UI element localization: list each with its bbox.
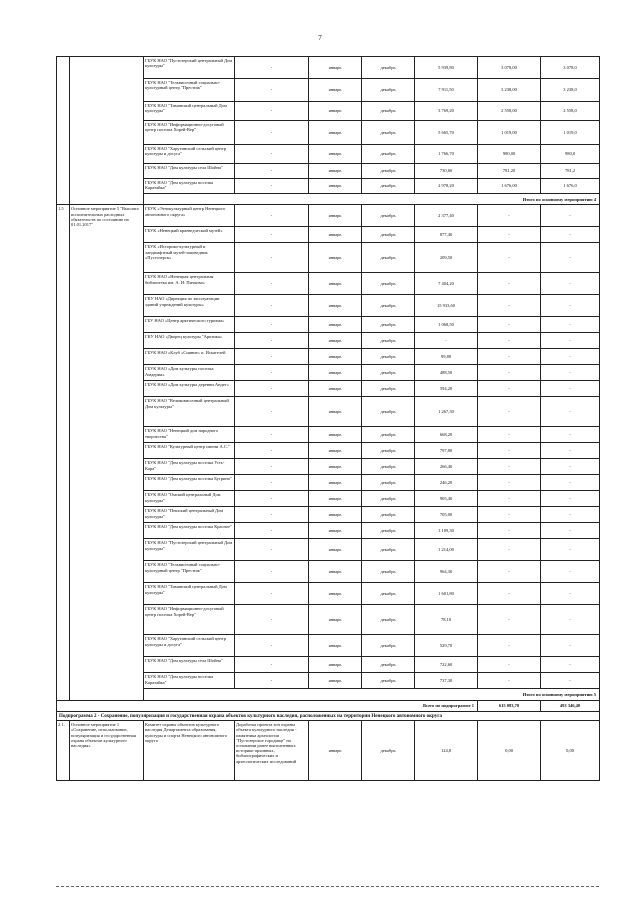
result-cell: - xyxy=(235,164,309,179)
program-table xyxy=(56,56,600,781)
end-month-cell: декабрь xyxy=(362,227,415,243)
result-cell: - xyxy=(235,635,309,657)
value-2-cell: - xyxy=(478,365,541,381)
value-1-cell: 1 109,30 xyxy=(415,523,478,539)
value-3-cell: 2 558,0 xyxy=(541,102,600,121)
result-cell: - xyxy=(235,243,309,273)
start-month-cell: январь xyxy=(309,427,362,443)
start-month-cell: январь xyxy=(309,491,362,507)
value-3-cell: - xyxy=(541,539,600,561)
result-cell: - xyxy=(235,657,309,673)
start-month-cell: январь xyxy=(309,657,362,673)
value-3-cell: - xyxy=(541,635,600,657)
result-cell: - xyxy=(235,365,309,381)
start-month-cell: январь xyxy=(309,397,362,427)
value-3-cell: - xyxy=(541,295,600,317)
value-2-cell: - xyxy=(478,491,541,507)
value-1-cell: 529,70 xyxy=(415,635,478,657)
value-1-cell: 266,40 xyxy=(415,459,478,475)
institution-cell: ГБУК НАО "Тельвисочный социально-культурный центр "Престиж" xyxy=(144,79,235,102)
end-month-cell: декабрь xyxy=(362,295,415,317)
value-2-cell: - xyxy=(478,427,541,443)
end-month-cell: декабрь xyxy=(362,79,415,102)
start-month-cell: январь xyxy=(309,523,362,539)
institution-cell: ГБУК НАО "Тиманский центральный Дом культуры" xyxy=(144,102,235,121)
start-month-cell: январь xyxy=(309,102,362,121)
value-3-cell: 1 019,0 xyxy=(541,121,600,145)
end-month-cell: декабрь xyxy=(362,397,415,427)
value-1-cell: 99,80 xyxy=(415,349,478,365)
value-3-cell: - xyxy=(541,561,600,583)
total-label: Всего по подпрограмме 1 xyxy=(57,700,478,711)
institution-cell: ГБУК НАО "Дом культуры поселка Усть-Кара" xyxy=(144,459,235,475)
start-month-cell: январь xyxy=(309,721,362,781)
result-cell: - xyxy=(235,121,309,145)
value-2-cell: 3 078,00 xyxy=(478,57,541,79)
executor-cell: Комитет охраны объектов культурного наследия Департамента образования, культуры и спорта Ненецкого автономного округа xyxy=(144,721,235,781)
value-2-cell: - xyxy=(478,333,541,349)
value-1-cell: 15 933,60 xyxy=(415,295,478,317)
value-1-cell: 668,20 xyxy=(415,427,478,443)
table-row xyxy=(57,721,600,781)
end-month-cell: декабрь xyxy=(362,365,415,381)
value-2-cell: 1 676,00 xyxy=(478,179,541,194)
result-cell: - xyxy=(235,523,309,539)
value-1-cell: 877,40 xyxy=(415,227,478,243)
value-3-cell: - xyxy=(541,427,600,443)
value-2-cell: - xyxy=(478,635,541,657)
value-3-cell: - xyxy=(541,273,600,295)
value-1-cell: 1 068,50 xyxy=(415,317,478,333)
start-month-cell: январь xyxy=(309,227,362,243)
value-3-cell: - xyxy=(541,205,600,227)
value-2-cell: - xyxy=(478,507,541,523)
value-1-cell: 3 769,20 xyxy=(415,102,478,121)
end-month-cell: декабрь xyxy=(362,657,415,673)
start-month-cell: январь xyxy=(309,273,362,295)
start-month-cell: январь xyxy=(309,145,362,164)
start-month-cell: январь xyxy=(309,459,362,475)
value-3-cell: - xyxy=(541,349,600,365)
institution-cell: ГБУК НАО "Харутинский сельский центр культуры и досуга" xyxy=(144,145,235,164)
institution-cell: ГБУК НАО "Дом культуры села Шойна" xyxy=(144,657,235,673)
result-cell: - xyxy=(235,295,309,317)
result-cell: - xyxy=(235,79,309,102)
start-month-cell: январь xyxy=(309,79,362,102)
start-month-cell: январь xyxy=(309,583,362,605)
result-description: Доработка проекта зон охраны объекта культурного наследия - памятника археологии "Пустозерское городище" на основании ранее выполненных историко-архивных, библиографических и археологических исследований xyxy=(235,721,309,781)
end-month-cell: декабрь xyxy=(362,507,415,523)
end-month-cell: декабрь xyxy=(362,179,415,194)
result-cell: - xyxy=(235,561,309,583)
start-month-cell: январь xyxy=(309,349,362,365)
total-label: Итого по основному мероприятию 4 xyxy=(144,194,600,205)
value-2-cell: 3 238,00 xyxy=(478,79,541,102)
item-number: 2.1. xyxy=(57,721,70,781)
value-2-cell: - xyxy=(478,459,541,475)
value-2-cell: - xyxy=(478,443,541,459)
value-3-cell: 781,2 xyxy=(541,164,600,179)
page-number: 7 xyxy=(318,34,322,42)
institution-cell: ГБУК НАО "Тельвисочный социально-культурный центр "Престиж" xyxy=(144,561,235,583)
end-month-cell: декабрь xyxy=(362,273,415,295)
value-1-cell: 488,50 xyxy=(415,365,478,381)
end-month-cell: декабрь xyxy=(362,145,415,164)
result-cell: - xyxy=(235,491,309,507)
value-3-cell: - xyxy=(541,657,600,673)
institution-cell: ГБУК НАО "Пешский центральный Дом культуры" xyxy=(144,507,235,523)
result-cell: - xyxy=(235,179,309,194)
start-month-cell: январь xyxy=(309,243,362,273)
end-month-cell: декабрь xyxy=(362,635,415,657)
result-cell: - xyxy=(235,381,309,397)
value-2-cell: - xyxy=(478,205,541,227)
institution-cell: ГБУК «Историко-культурный и ландшафтный музей-заповедник «Пустозерск» xyxy=(144,243,235,273)
start-month-cell: январь xyxy=(309,57,362,79)
value-1-cell: - xyxy=(415,333,478,349)
institution-cell: ГБУК НАО "Ненецкий дом народного творчества" xyxy=(144,427,235,443)
start-month-cell: январь xyxy=(309,365,362,381)
number-cell-continued xyxy=(57,57,70,205)
institution-cell: ГБУК НАО "Омский центральный Дом культуры" xyxy=(144,491,235,507)
start-month-cell: январь xyxy=(309,164,362,179)
result-cell: - xyxy=(235,145,309,164)
end-month-cell: декабрь xyxy=(362,443,415,459)
institution-cell: ГБУК «Этнокультурный центр Ненецкого автономного округа» xyxy=(144,205,235,227)
institution-cell: ГБУК НАО "Дом культуры поселка Каратайка" xyxy=(144,673,235,689)
end-month-cell: декабрь xyxy=(362,475,415,491)
value-2-cell: - xyxy=(478,561,541,583)
end-month-cell: декабрь xyxy=(362,561,415,583)
result-cell: - xyxy=(235,317,309,333)
value-2-cell: - xyxy=(478,475,541,491)
result-cell: - xyxy=(235,333,309,349)
result-cell: - xyxy=(235,205,309,227)
result-cell: - xyxy=(235,443,309,459)
value-3-cell: - xyxy=(541,583,600,605)
value-1-cell: 78,10 xyxy=(415,605,478,635)
institution-cell: ГБУК НАО "Информационно-досуговый центр поселка Хорей-Вер" xyxy=(144,605,235,635)
start-month-cell: январь xyxy=(309,333,362,349)
section-measure-title: Основное мероприятие 5 "Выплата исполнительных расходных обязательств по состоянию на 01.01.2017" xyxy=(70,205,144,700)
value-3-cell: 0,00 xyxy=(541,721,600,781)
value-3-cell: - xyxy=(541,381,600,397)
subprogram-2-title: Подпрограмма 2 - Сохранение, популяризация и государственная охрана объектов культурного наследия, расположенных на территории Ненецкого автономного округа xyxy=(57,712,600,721)
total-value-2: 493 346,40 xyxy=(541,700,600,711)
result-cell: - xyxy=(235,605,309,635)
total-row xyxy=(57,700,600,711)
value-1-cell: 730,60 xyxy=(415,164,478,179)
start-month-cell: январь xyxy=(309,295,362,317)
start-month-cell: январь xyxy=(309,205,362,227)
end-month-cell: декабрь xyxy=(362,427,415,443)
institution-cell: ГБУК НАО «Дом культуры деревни Андег» xyxy=(144,381,235,397)
institution-cell: ГБУК НАО "Великовисочный центральный Дом культуры" xyxy=(144,397,235,427)
value-1-cell: 905,40 xyxy=(415,491,478,507)
value-3-cell: - xyxy=(541,507,600,523)
end-month-cell: декабрь xyxy=(362,349,415,365)
end-month-cell: декабрь xyxy=(362,459,415,475)
value-3-cell: - xyxy=(541,227,600,243)
result-cell: - xyxy=(235,459,309,475)
value-1-cell: 246,20 xyxy=(415,475,478,491)
end-month-cell: декабрь xyxy=(362,317,415,333)
table-row xyxy=(57,205,600,227)
value-2-cell: - xyxy=(478,295,541,317)
institution-cell: ГБУК НАО "Пустозерский центральный Дом культуры" xyxy=(144,57,235,79)
value-1-cell: 5 665,70 xyxy=(415,121,478,145)
end-month-cell: декабрь xyxy=(362,523,415,539)
institution-cell: ГБУ НАО «Центр арктического туризма» xyxy=(144,317,235,333)
end-month-cell: декабрь xyxy=(362,57,415,79)
result-cell: - xyxy=(235,507,309,523)
result-cell: - xyxy=(235,475,309,491)
value-1-cell: 594,20 xyxy=(415,381,478,397)
institution-cell: ГБУК НАО "Культурный центр имени А.С." xyxy=(144,443,235,459)
table-body xyxy=(57,57,600,781)
value-1-cell: 797,80 xyxy=(415,443,478,459)
institution-cell: ГБУК НАО "Пустозерский центральный Дом культуры" xyxy=(144,539,235,561)
end-month-cell: декабрь xyxy=(362,243,415,273)
value-1-cell: 7 911,50 xyxy=(415,79,478,102)
end-month-cell: декабрь xyxy=(362,164,415,179)
start-month-cell: январь xyxy=(309,443,362,459)
value-3-cell: 3 238,0 xyxy=(541,79,600,102)
end-month-cell: декабрь xyxy=(362,583,415,605)
institution-cell: ГБУК НАО «Ненецкая центральная библиотека им. А. И. Пичкова» xyxy=(144,273,235,295)
institution-cell: ГКУ НАО «Дирекция по эксплуатации зданий учреждений культуры» xyxy=(144,295,235,317)
result-cell: - xyxy=(235,583,309,605)
institution-cell: ГБУК НАО "Информационно-досуговый центр поселка Хорей-Вер" xyxy=(144,121,235,145)
value-1-cell: 2 978,20 xyxy=(415,179,478,194)
value-2-cell: 0,00 xyxy=(478,721,541,781)
value-3-cell: 1 676,0 xyxy=(541,179,600,194)
value-2-cell: - xyxy=(478,243,541,273)
result-cell: - xyxy=(235,227,309,243)
value-3-cell: - xyxy=(541,459,600,475)
end-month-cell: декабрь xyxy=(362,721,415,781)
institution-cell: ГБУК НАО "Дом культуры поселка Бугрино" xyxy=(144,475,235,491)
start-month-cell: январь xyxy=(309,381,362,397)
value-3-cell: 3 078,0 xyxy=(541,57,600,79)
institution-cell: ГБУК НАО «Клуб «Сияние» п. Искателей xyxy=(144,349,235,365)
start-month-cell: январь xyxy=(309,179,362,194)
value-1-cell: 964,30 xyxy=(415,561,478,583)
institution-cell: ГБУК «Ненецкий краеведческий музей» xyxy=(144,227,235,243)
value-1-cell: 7 404,20 xyxy=(415,273,478,295)
value-2-cell: - xyxy=(478,397,541,427)
page-bottom-divider xyxy=(56,886,599,887)
value-2-cell: 980,00 xyxy=(478,145,541,164)
value-3-cell: 980,0 xyxy=(541,145,600,164)
end-month-cell: декабрь xyxy=(362,333,415,349)
end-month-cell: декабрь xyxy=(362,102,415,121)
end-month-cell: декабрь xyxy=(362,539,415,561)
table-row xyxy=(57,57,600,79)
value-2-cell: - xyxy=(478,317,541,333)
start-month-cell: январь xyxy=(309,673,362,689)
value-2-cell: - xyxy=(478,523,541,539)
measure-title: Основное мероприятие 1 «Сохранение, использование, популяризация и государственная охрана объектов культурного наследия» xyxy=(70,721,144,781)
value-2-cell: - xyxy=(478,673,541,689)
result-cell: - xyxy=(235,349,309,365)
end-month-cell: декабрь xyxy=(362,205,415,227)
start-month-cell: январь xyxy=(309,507,362,523)
subprogram-heading-row xyxy=(57,712,600,721)
institution-cell: ГКУ НАО «Дворец культуры "Арктика» xyxy=(144,333,235,349)
value-3-cell: - xyxy=(541,243,600,273)
end-month-cell: декабрь xyxy=(362,673,415,689)
value-2-cell: - xyxy=(478,349,541,365)
total-label: Итого по основному мероприятию 5 xyxy=(144,689,600,700)
value-2-cell: 2 558,00 xyxy=(478,102,541,121)
result-cell: - xyxy=(235,102,309,121)
value-3-cell: - xyxy=(541,523,600,539)
value-3-cell: - xyxy=(541,365,600,381)
result-cell: - xyxy=(235,539,309,561)
value-2-cell: 1 019,00 xyxy=(478,121,541,145)
institution-cell: ГБУК НАО "Харутинский сельский центр культуры и досуга" xyxy=(144,635,235,657)
value-1-cell: 1 214,00 xyxy=(415,539,478,561)
result-cell: - xyxy=(235,273,309,295)
value-2-cell: - xyxy=(478,539,541,561)
start-month-cell: январь xyxy=(309,605,362,635)
start-month-cell: январь xyxy=(309,561,362,583)
value-3-cell: - xyxy=(541,491,600,507)
value-3-cell: - xyxy=(541,443,600,459)
value-1-cell: 737,30 xyxy=(415,673,478,689)
value-1-cell: 124,8 xyxy=(415,721,478,781)
result-cell: - xyxy=(235,397,309,427)
end-month-cell: декабрь xyxy=(362,605,415,635)
start-month-cell: январь xyxy=(309,121,362,145)
start-month-cell: январь xyxy=(309,475,362,491)
value-3-cell: - xyxy=(541,475,600,491)
value-1-cell: 1 601,80 xyxy=(415,583,478,605)
value-2-cell: - xyxy=(478,227,541,243)
value-2-cell: 781,20 xyxy=(478,164,541,179)
institution-cell: ГБУК НАО "Дом культуры поселка Каратайка" xyxy=(144,179,235,194)
result-cell: - xyxy=(235,57,309,79)
value-3-cell: - xyxy=(541,317,600,333)
end-month-cell: декабрь xyxy=(362,381,415,397)
start-month-cell: январь xyxy=(309,539,362,561)
value-1-cell: 722,60 xyxy=(415,657,478,673)
value-3-cell: - xyxy=(541,605,600,635)
end-month-cell: декабрь xyxy=(362,121,415,145)
value-3-cell: - xyxy=(541,673,600,689)
value-2-cell: - xyxy=(478,657,541,673)
institution-cell: ГБУК НАО "Дом культуры поселка Красное" xyxy=(144,523,235,539)
value-2-cell: - xyxy=(478,583,541,605)
value-1-cell: 5 939,80 xyxy=(415,57,478,79)
value-1-cell: 1 267,30 xyxy=(415,397,478,427)
total-value-1: 615 083,70 xyxy=(478,700,541,711)
value-3-cell: - xyxy=(541,333,600,349)
value-3-cell: - xyxy=(541,397,600,427)
result-cell: - xyxy=(235,673,309,689)
institution-cell: ГБУК НАО "Дом культуры села Шойна" xyxy=(144,164,235,179)
section-number: 1.5 xyxy=(57,205,70,700)
value-1-cell: 2 377,40 xyxy=(415,205,478,227)
value-2-cell: - xyxy=(478,381,541,397)
institution-cell: ГБУК НАО «Дом культуры поселка Амдерма» xyxy=(144,365,235,381)
value-2-cell: - xyxy=(478,605,541,635)
value-1-cell: 1 766,70 xyxy=(415,145,478,164)
value-2-cell: - xyxy=(478,273,541,295)
start-month-cell: январь xyxy=(309,317,362,333)
start-month-cell: январь xyxy=(309,635,362,657)
institution-cell: ГБУК НАО "Тиманский центральный Дом культуры" xyxy=(144,583,235,605)
result-cell: - xyxy=(235,427,309,443)
end-month-cell: декабрь xyxy=(362,491,415,507)
measure-cell-continued xyxy=(70,57,144,205)
value-1-cell: 209,50 xyxy=(415,243,478,273)
value-1-cell: 705,00 xyxy=(415,507,478,523)
